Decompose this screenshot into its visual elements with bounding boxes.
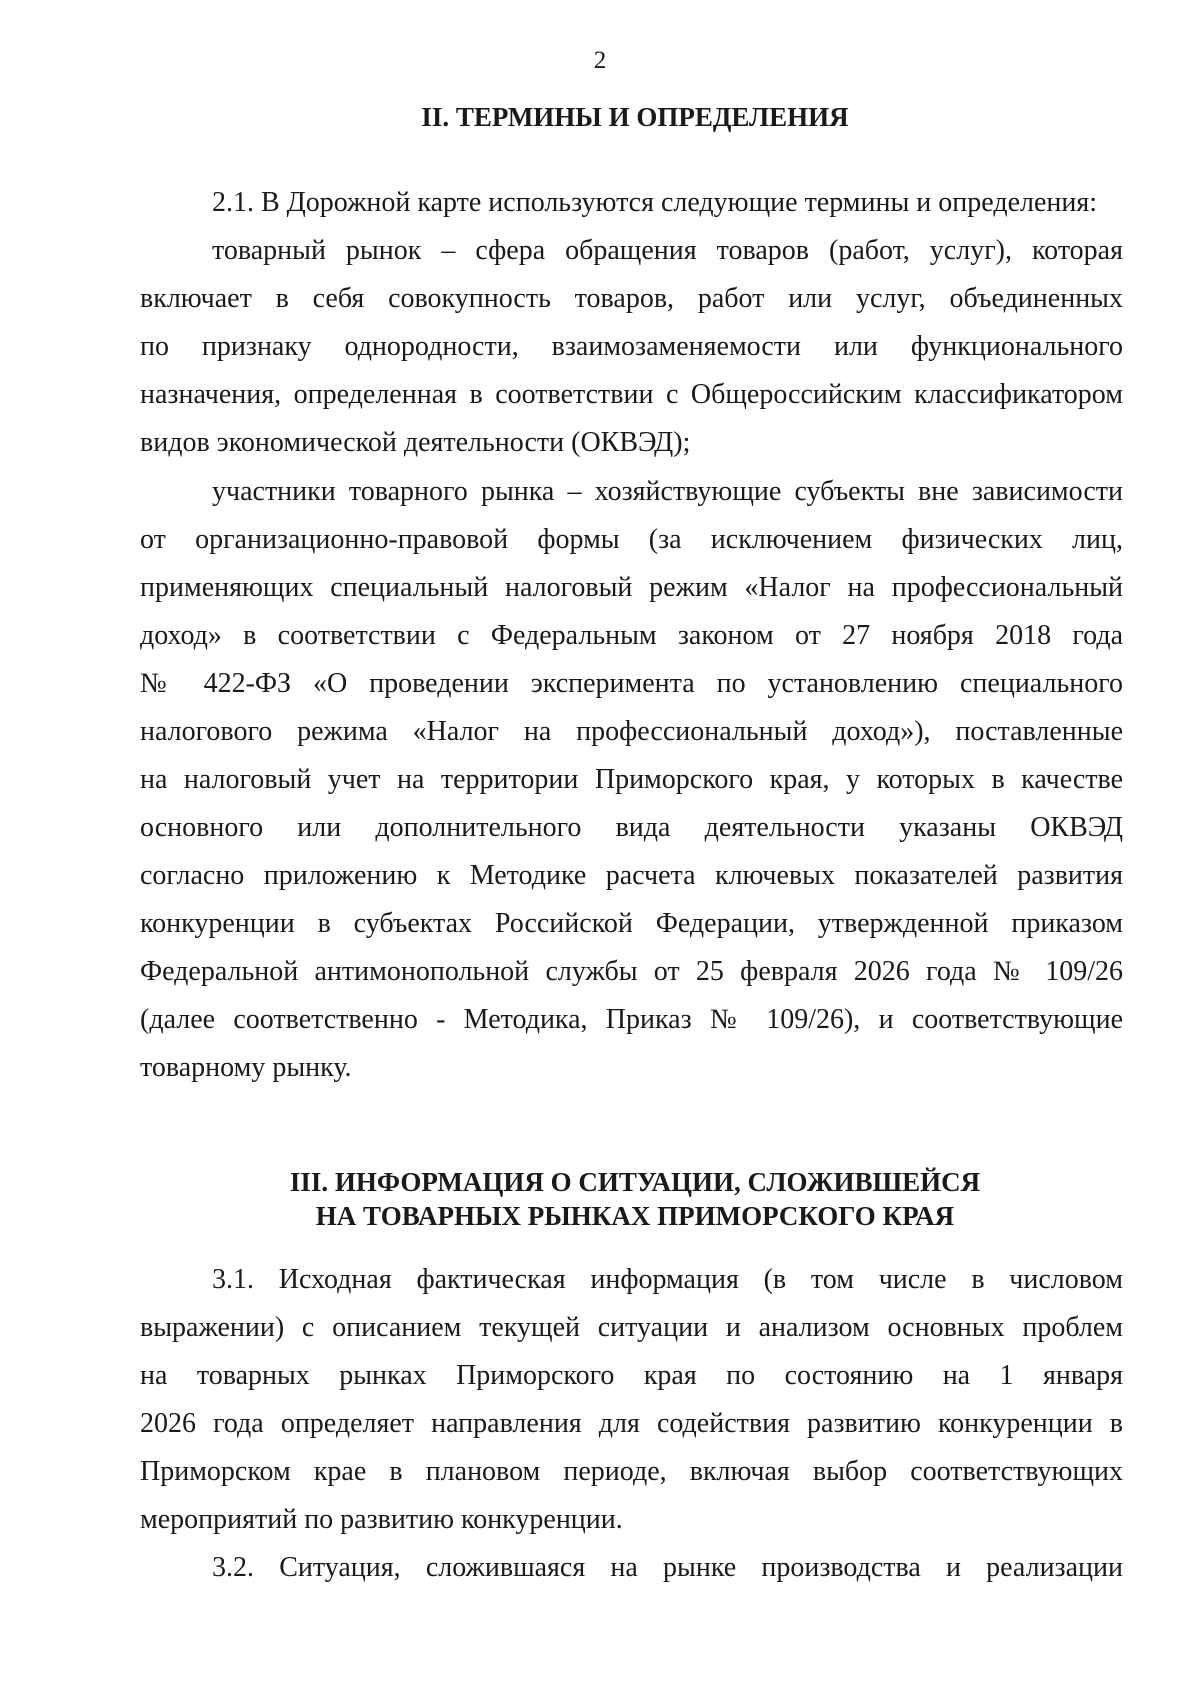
text-line: мероприятий по развитию конкуренции.	[140, 1504, 623, 1535]
text-line: на товарных рынках Приморского края по состоянию на 1 января	[140, 1360, 1123, 1391]
text-line: налогового режима «Налог на профессиональный доход»), поставленные	[140, 716, 1123, 747]
paragraph-market-situation	[140, 1544, 1123, 1592]
text-line: (далее соответственно - Методика, Приказ № 109/26), и соответствующие	[140, 1004, 1123, 1035]
text-line: 2026 года определяет направления для содействия развитию конкуренции в	[140, 1408, 1123, 1439]
text-line: товарному рынку.	[140, 1052, 352, 1083]
paragraph-initial-information	[140, 1256, 1123, 1544]
text-line: по признаку однородности, взаимозаменяемости или функционального	[140, 331, 1123, 362]
text-line: на налоговый учет на территории Приморского края, у которых в качестве	[140, 764, 1123, 795]
text-line: товарный рынок – сфера обращения товаров (работ, услуг), которая	[212, 235, 1123, 266]
text-line: Приморском крае в плановом периоде, включая выбор соответствующих	[140, 1456, 1123, 1487]
section-3-heading-line-2: НА ТОВАРНЫХ РЫНКАХ ПРИМОРСКОГО КРАЯ	[315, 1201, 955, 1231]
section-2-heading	[140, 100, 1130, 134]
text-line: 3.1. Исходная фактическая информация (в том числе в числовом	[212, 1264, 1123, 1295]
paragraph-terms-intro	[140, 179, 1123, 467]
text-line: выражении) с описанием текущей ситуации и анализом основных проблем	[140, 1312, 1123, 1343]
text-line: применяющих специальный налоговый режим «Налог на профессиональный	[140, 572, 1123, 603]
text-line: согласно приложению к Методике расчета ключевых показателей развития	[140, 860, 1123, 891]
paragraph-market-participants	[140, 468, 1123, 1092]
text-line: основного или дополнительного вида деятельности указаны ОКВЭД	[140, 812, 1123, 843]
text-line: № 422-ФЗ «О проведении эксперимента по установлению специального	[140, 668, 1123, 699]
text-line: видов экономической деятельности (ОКВЭД);	[140, 427, 691, 458]
section-3-heading	[140, 1165, 1130, 1233]
section-2-heading-text: II. ТЕРМИНЫ И ОПРЕДЕЛЕНИЯ	[421, 102, 849, 132]
section-3-heading-line-1: III. ИНФОРМАЦИЯ О СИТУАЦИИ, СЛОЖИВШЕЙСЯ	[289, 1167, 981, 1197]
text-line: Федеральной антимонопольной службы от 25 февраля 2026 года № 109/26	[140, 956, 1123, 987]
text-line: 3.2. Ситуация, сложившаяся на рынке производства и реализации	[212, 1552, 1123, 1583]
text-line: от организационно-правовой формы (за исключением физических лиц,	[140, 524, 1123, 555]
text-line: назначения, определенная в соответствии с Общероссийским классификатором	[140, 379, 1123, 410]
text-line: 2.1. В Дорожной карте используются следующие термины и определения:	[212, 187, 1098, 218]
text-line: доход» в соответствии с Федеральным законом от 27 ноября 2018 года	[140, 620, 1123, 651]
text-line: участники товарного рынка – хозяйствующие субъекты вне зависимости	[212, 476, 1123, 507]
text-line: конкуренции в субъектах Российской Федерации, утвержденной приказом	[140, 908, 1123, 939]
page-number: 2	[593, 47, 607, 74]
text-line: включает в себя совокупность товаров, работ или услуг, объединенных	[140, 283, 1123, 314]
